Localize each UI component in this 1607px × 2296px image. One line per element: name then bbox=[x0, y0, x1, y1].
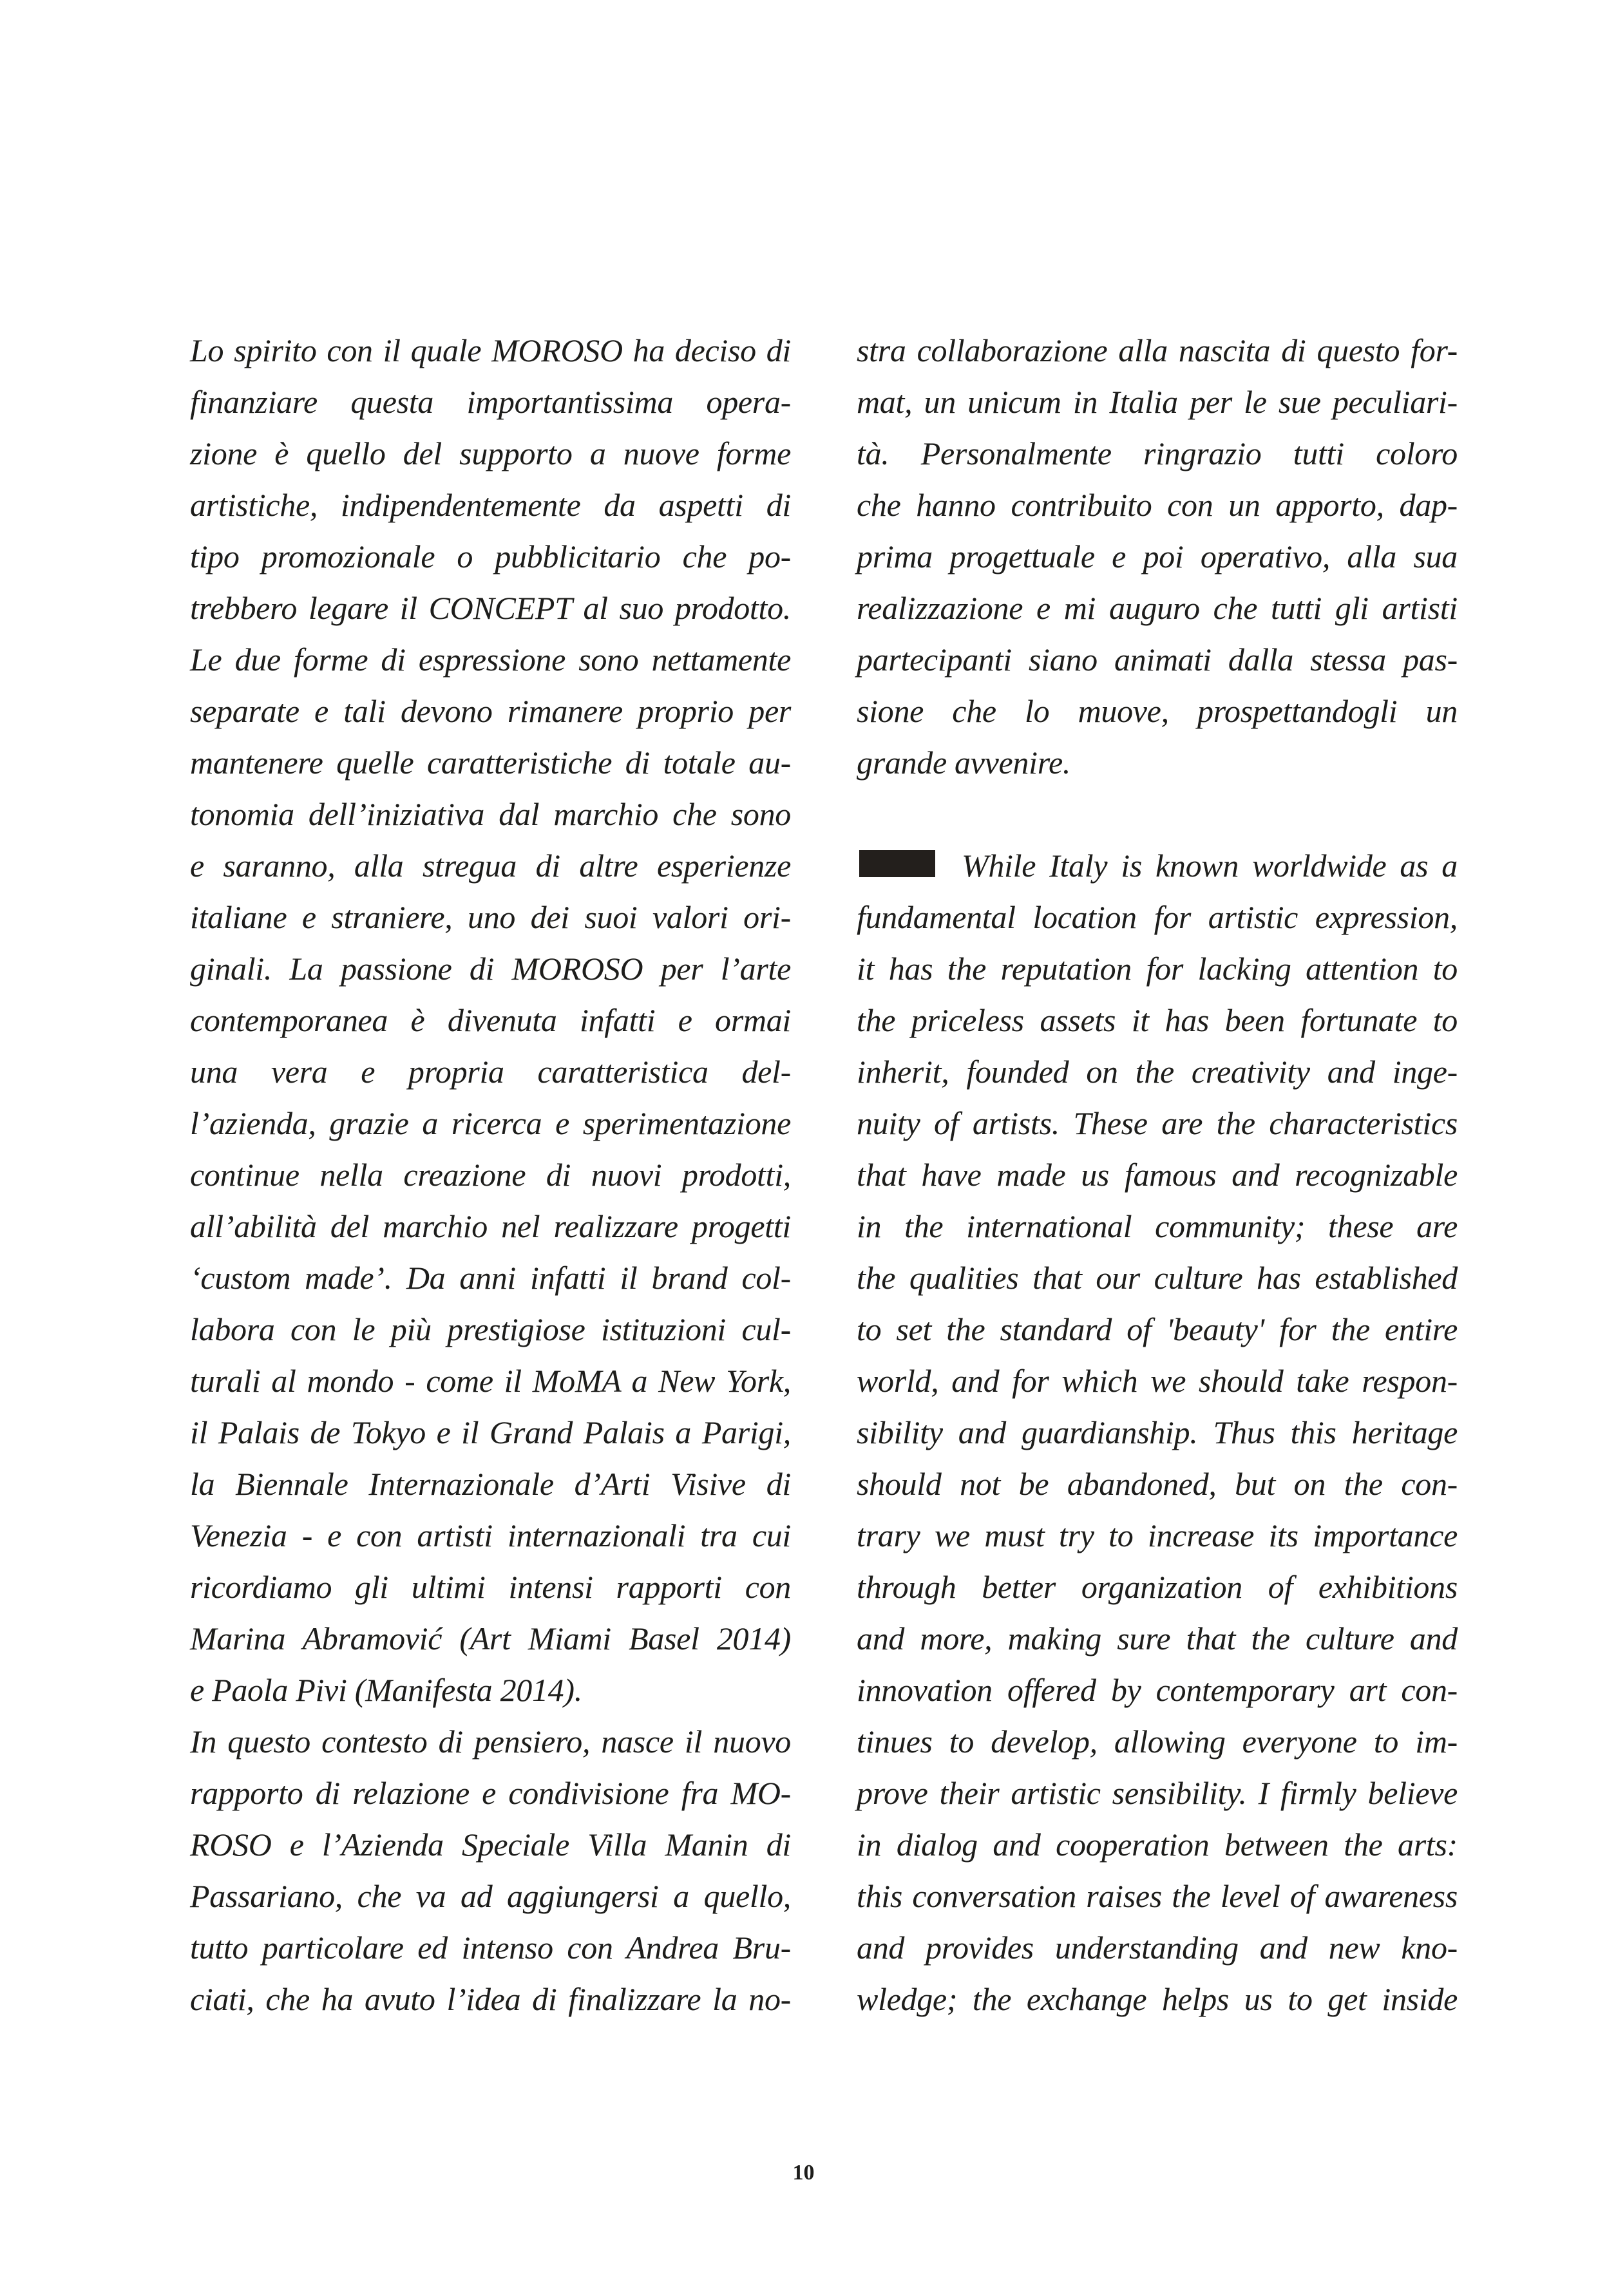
text-line: una vera e propria caratteristica del- bbox=[190, 1054, 791, 1090]
text-line: ricordiamo gli ultimi intensi rapporti con bbox=[190, 1569, 791, 1605]
text-line: tipo promozionale o pubblicitario che po- bbox=[190, 538, 791, 574]
page-number: 10 bbox=[792, 2161, 815, 2185]
text-line: ciati, che ha avuto l’idea di finalizzare la no- bbox=[190, 1981, 791, 2017]
text-line: e saranno, alla stregua di altre esperienze bbox=[190, 848, 791, 884]
text-line: world, and for which we should take respon- bbox=[857, 1363, 1458, 1399]
text-line: Lo spirito con il quale MOROSO ha deciso di bbox=[190, 332, 791, 368]
text-line: this conversation raises the level of awareness bbox=[857, 1878, 1458, 1914]
text-line: l’azienda, grazie a ricerca e sperimentazione bbox=[190, 1105, 791, 1141]
text-line: to set the standard of 'beauty' for the entire bbox=[857, 1311, 1458, 1347]
text-line: in dialog and cooperation between the arts: bbox=[857, 1826, 1458, 1863]
text-line: separate e tali devono rimanere proprio per bbox=[190, 693, 791, 729]
text-line: Marina Abramović (Art Miami Basel 2014) bbox=[190, 1620, 791, 1656]
text-line: italiane e straniere, uno dei suoi valori ori- bbox=[190, 899, 791, 935]
text-line: that have made us famous and recognizable bbox=[857, 1157, 1458, 1193]
text-line: tutto particolare ed intenso con Andrea Bru- bbox=[190, 1930, 791, 1966]
text-line: inherit, founded on the creativity and inge- bbox=[857, 1054, 1458, 1090]
text-line: mat, un unicum in Italia per le sue peculiari- bbox=[857, 384, 1458, 420]
text-line: While Italy is known worldwide as a bbox=[962, 848, 1458, 884]
text-line: nuity of artists. These are the characteristics bbox=[857, 1105, 1458, 1141]
text-line: zione è quello del supporto a nuove forme bbox=[190, 435, 791, 471]
text-line: innovation offered by contemporary art con- bbox=[857, 1672, 1458, 1708]
text-line: ‘custom made’. Da anni infatti il brand col- bbox=[190, 1260, 791, 1296]
text-line: mantenere quelle caratteristiche di totale au- bbox=[190, 745, 791, 781]
text-line: rapporto di relazione e condivisione fra MO- bbox=[190, 1775, 791, 1811]
text-line: trary we must try to increase its importance bbox=[857, 1517, 1458, 1553]
text-line: prove their artistic sensibility. I firmly believe bbox=[857, 1775, 1458, 1811]
text-line: through better organization of exhibitions bbox=[857, 1569, 1458, 1605]
text-line: Passariano, che va ad aggiungersi a quello, bbox=[190, 1878, 791, 1914]
text-line: prima progettuale e poi operativo, alla sua bbox=[857, 538, 1458, 574]
italian-text-column bbox=[190, 325, 791, 2025]
text-line: il Palais de Tokyo e il Grand Palais a Parigi, bbox=[190, 1414, 791, 1450]
text-line: in the international community; these are bbox=[857, 1208, 1458, 1244]
text-line: turali al mondo - come il MoMA a New York, bbox=[190, 1363, 791, 1399]
text-line: the priceless assets it has been fortunate to bbox=[857, 1002, 1458, 1038]
text-line: continue nella creazione di nuovi prodotti, bbox=[190, 1157, 791, 1193]
text-line: labora con le più prestigiose istituzioni cul- bbox=[190, 1311, 791, 1347]
text-line: realizzazione e mi auguro che tutti gli artisti bbox=[857, 590, 1458, 626]
text-line: wledge; the exchange helps us to get inside bbox=[857, 1981, 1458, 2017]
text-line: stra collaborazione alla nascita di questo for- bbox=[857, 332, 1458, 368]
text-line: sione che lo muove, prospettandogli un bbox=[857, 693, 1458, 729]
text-line: fundamental location for artistic expression, bbox=[857, 899, 1458, 935]
text-line: e Paola Pivi (Manifesta 2014). bbox=[190, 1672, 582, 1708]
text-line: it has the reputation for lacking attention to bbox=[857, 951, 1458, 987]
text-line: tinues to develop, allowing everyone to im- bbox=[857, 1723, 1458, 1760]
text-line: In questo contesto di pensiero, nasce il nuovo bbox=[190, 1723, 791, 1760]
text-line: trebbero legare il CONCEPT al suo prodotto. bbox=[190, 590, 791, 626]
text-line: sibility and guardianship. Thus this heritage bbox=[857, 1414, 1458, 1450]
text-line: ROSO e l’Azienda Speciale Villa Manin di bbox=[190, 1826, 791, 1863]
text-line: la Biennale Internazionale d’Arti Visive di bbox=[190, 1466, 791, 1502]
text-line: partecipanti siano animati dalla stessa pas- bbox=[857, 641, 1458, 678]
text-line: all’abilità del marchio nel realizzare progetti bbox=[190, 1208, 791, 1244]
text-line: finanziare questa importantissima opera- bbox=[190, 384, 791, 420]
text-line: grande avvenire. bbox=[857, 745, 1071, 781]
english-text-column bbox=[857, 325, 1458, 2025]
text-line: should not be abandoned, but on the con- bbox=[857, 1466, 1458, 1502]
text-line: and more, making sure that the culture and bbox=[857, 1620, 1458, 1656]
text-line: tà. Personalmente ringrazio tutti coloro bbox=[857, 435, 1458, 471]
text-line: contemporanea è divenuta infatti e ormai bbox=[190, 1002, 791, 1038]
text-line: che hanno contribuito con un apporto, dap- bbox=[857, 487, 1458, 523]
paragraph-spacer bbox=[857, 788, 1458, 840]
text-line: Le due forme di espressione sono nettamente bbox=[190, 641, 791, 678]
text-line: tonomia dell’iniziativa dal marchio che sono bbox=[190, 796, 791, 832]
text-line: the qualities that our culture has established bbox=[857, 1260, 1458, 1296]
text-line: and provides understanding and new kno- bbox=[857, 1930, 1458, 1966]
text-line: ginali. La passione di MOROSO per l’arte bbox=[190, 951, 791, 987]
text-line: Venezia - e con artisti internazionali tra cui bbox=[190, 1517, 791, 1553]
text-line: artistiche, indipendentemente da aspetti di bbox=[190, 487, 791, 523]
